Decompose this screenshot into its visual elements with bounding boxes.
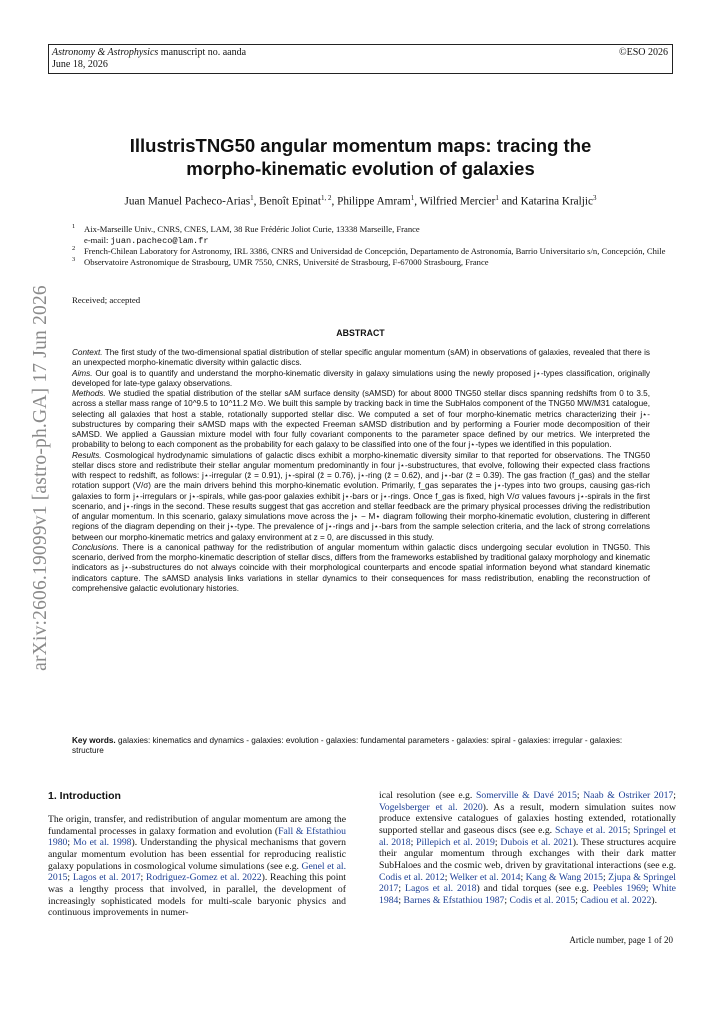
received-line: Received; accepted: [72, 295, 141, 305]
email-link[interactable]: juan.pacheco@lam.fr: [110, 235, 209, 246]
author: Katarina Kraljic: [520, 195, 593, 208]
citation-link[interactable]: Rodriguez-Gomez et al. 2022: [146, 872, 262, 884]
citation-link[interactable]: Schaye et al. 2015: [555, 824, 628, 836]
citation-link[interactable]: Pillepich et al. 2019: [416, 836, 495, 848]
abstract-methods: Methods. We studied the spatial distribution of the stellar sAM surface density (sAMSD) for about 8000 TNG50 stellar discs spanning redshifts from 0 to 3.5, across a stellar mass range of 10^9.5 to 10^11.2 M⊙. We built this sample by tracking back in time the SubHalos component of the TNG50 MW/M31 catalogue, selecting all galaxies that host a stable, rotationally supported stellar disc. We computed a set of four morpho-kinematic metrics characterizing their j⋆-substructures by comparing their sAMSD maps with the expected Freeman sAMSD distribution and by performing a Fourier mode decomposition of their sAMSD. We applied a Gaussian mixture model with four fully covariant components to the parameter space defined by our metrics. We interpreted the probability to belong to each component as the probability for each galaxy to be classified into one of the four j⋆-types we identified in this population.: [72, 389, 650, 450]
affiliation: 2 French-Chilean Laboratory for Astronomy, IRL 3386, CNRS and Universidad de Concepción, Departamento de Astronomía, Barrio Universitario s/n, Concepción, Chile: [72, 245, 666, 257]
citation-link[interactable]: Naab & Ostriker 2017: [583, 790, 674, 801]
citation-link[interactable]: White 1984: [379, 883, 676, 906]
author: Benoît Epinat: [259, 195, 321, 208]
citation-link[interactable]: Somerville & Davé 2015: [475, 790, 577, 801]
citation-link[interactable]: Lagos et al. 2018: [405, 883, 477, 895]
abstract-aims: Aims. Our goal is to quantify and understand the morpho-kinematic diversity in galaxy simulations using the newly proposed j⋆-types classification, originally developed for late-type galaxy observations.: [72, 368, 650, 388]
journal-name: Astronomy & Astrophysics: [52, 47, 159, 58]
citation-link[interactable]: Mo et al. 1998: [73, 837, 132, 849]
affiliation: 1 Aix-Marseille Univ., CNRS, CNES, LAM, 38 Rue Frédéric Joliot Curie, 13338 Marseille, France e-mail: juan.pacheco@lam.fr: [72, 223, 420, 246]
intro-left-column: The origin, transfer, and redistribution of angular momentum are among the fundamental processes in galaxy formation and evolution (Fall & Efstathiou 1980; Mo et al. 1998). Understanding the physical mechanisms that govern angular momentum evolution has been essential for reproducing realistic galaxy populations in cosmological volume simulations (see e.g. Genel et al. 2015; Lagos et al. 2017; Rodriguez-Gomez et al. 2022). Reaching this point was a lengthy process that involved, in parallel, the development of increasingly sophisticated models for multi-scale baryonic physics and continuous improvements in numer-: [48, 814, 346, 919]
citation-link[interactable]: Codis et al. 2012: [379, 871, 445, 883]
citation-link[interactable]: Zjupa & Springel 2017: [379, 871, 676, 895]
abstract-context: Context. The first study of the two-dimensional spatial distribution of stellar specific angular momentum (sAM) in observations of galaxies, revealed that there is an unexpected morpho-kinematic diversity within galactic discs.: [72, 348, 650, 368]
section-heading-introduction: 1. Introduction: [48, 790, 121, 802]
paper-title: IllustrisTNG50 angular momentum maps: tracing the morpho-kinematic evolution of galaxies: [129, 135, 592, 179]
header-date: June 18, 2026: [52, 59, 108, 70]
citation-link[interactable]: Lagos et al. 2017: [72, 872, 141, 884]
author: Philippe Amram: [337, 195, 411, 208]
abstract-body: [72, 348, 650, 594]
citation-link[interactable]: Codis et al. 2015: [509, 894, 576, 906]
manuscript-header: [48, 44, 673, 74]
manuscript-id: manuscript no. aanda: [158, 47, 247, 58]
intro-right-column: ical resolution (see e.g. Somerville & Davé 2015; Naab & Ostriker 2017; Vogelsberger et al. 2020). As a result, modern simulation suites now produce extensive catalogues of galaxies hosting extended, rotationally supported stellar and gaseous discs (see e.g. Schaye et al. 2015; Springel et al. 2018; Pillepich et al. 2019; Dubois et al. 2021). These structures acquire their angular momentum through exchanges with their dark matter SubHaloes and the cosmic web, driven by gravitational interactions (see e.g. Codis et al. 2012; Welker et al. 2014; Kang & Wang 2015; Zjupa & Springel 2017; Lagos et al. 2018) and tidal torques (see e.g. Peebles 1969; White 1984; Barnes & Efstathiou 1987; Codis et al. 2015; Cadiou et al. 2022).: [379, 790, 676, 906]
affiliation: 3 Observatoire Astronomique de Strasbourg, UMR 7550, CNRS, Université de Strasbourg, F-67000 Strasbourg, France: [72, 255, 489, 267]
author: Juan Manuel Pacheco-Arias: [124, 195, 251, 208]
citation-link[interactable]: Dubois et al. 2021: [500, 836, 573, 848]
abstract-heading: ABSTRACT: [336, 328, 385, 338]
copyright: ©ESO 2026: [619, 47, 668, 58]
abstract-conclusions: Conclusions. There is a canonical pathway for the redistribution of angular momentum within galactic discs undergoing secular evolution in TNG50. This scenario, derived from the morpho-kinematic description of stellar discs, differs from the frameworks established by traditional galaxy morphology and kinematic indicators as j⋆-substructures do not always coincide with their morphological counterparts and encode spatial information beyond what standard kinematic indicators capture. The sAMSD analysis links variations in stellar dynamics to their consequences for mass redistribution, enabling the reconstruction of comprehensive galactic evolutionary histories.: [72, 542, 650, 593]
citation-link[interactable]: Welker et al. 2014: [449, 871, 521, 883]
citation-link[interactable]: Cadiou et al. 2022: [580, 894, 652, 906]
citation-link[interactable]: Kang & Wang 2015: [525, 871, 604, 883]
citation-link[interactable]: Fall & Efstathiou 1980: [48, 825, 346, 849]
citation-link[interactable]: Vogelsberger et al. 2020: [379, 801, 483, 813]
abstract-results: Results. Cosmological hydrodynamic simulations of galactic discs exhibit a morpho-kinematic diversity similar to that reported for observations. The TNG50 stellar discs store and redistribute their stellar angular momentum predominantly in four j⋆-substructures, that evolve, following their expected class fractions with respect to redshift, as follows: j⋆-irregular (z̄ = 0.91), j⋆-spiral (z̄ = 0.76), j⋆-ring (z̄ = 0.62), and j⋆-bar (z̄ = 0.39). The gas fraction (f_gas) and the stellar rotation support (V/σ) are the main drivers behind this morpho-kinematic evolution. Primarily, f_gas separates the j⋆-types into two groups, causing gas-rich galaxies to form j⋆-irregulars or j⋆-spirals, while gas-poor galaxies exhibit j⋆-bars or j⋆-rings. Once f_gas is fixed, high V/σ values favours j⋆-spirals in the first scenario, and j⋆-rings in the second. These results suggest that gas accretion and stellar feedback are the primary physical processes driving the redistribution of angular momentum. In this scenario, galaxy simulations move across the j⋆ − M⋆ diagram following their morpho-kinematic evolution, clustering in different regions of the diagram depending on their j⋆-type. The prevalence of j⋆-rings and j⋆-bars from the sample selection criteria, and the lack of strong correlations between our morpho-kinematic metrics and galaxy environment at z = 0, are discussed in this study.: [72, 450, 650, 542]
arxiv-stamp: arXiv:2606.19099v1 [astro-ph.GA] 17 Jun 2026: [30, 285, 51, 671]
page-footer: Article number, page 1 of 20: [569, 935, 673, 945]
citation-link[interactable]: Genel et al. 2015: [48, 860, 346, 884]
citation-link[interactable]: Barnes & Efstathiou 1987: [403, 894, 505, 906]
author-list: Juan Manuel Pacheco-Arias$^1$, Benoît Epinat$^{1, 2}$, Philippe Amram$^1$, Wilfried Mercier$^1$ and Katarina Kraljic$^3$: [124, 194, 597, 208]
citation-link[interactable]: Peebles 1969: [592, 883, 646, 895]
author: Wilfried Mercier: [419, 195, 496, 208]
citation-link[interactable]: Springel et al. 2018: [379, 824, 676, 848]
keywords: Key words. galaxies: kinematics and dynamics - galaxies: evolution - galaxies: fundamental parameters - galaxies: spiral - galaxies: irregular - galaxies: structure: [72, 736, 623, 756]
affiliations: [72, 224, 672, 267]
